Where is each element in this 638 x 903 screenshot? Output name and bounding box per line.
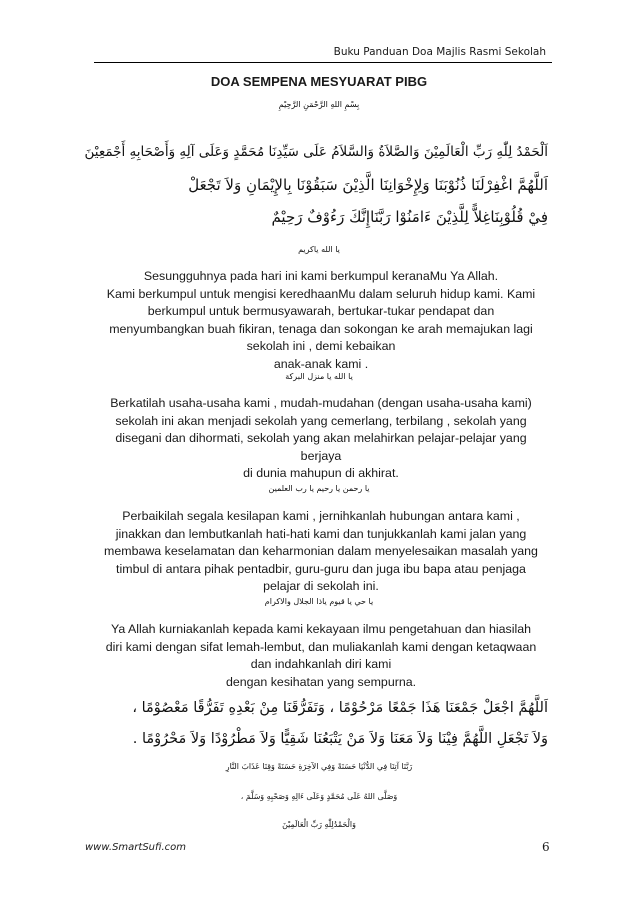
paragraph-line: Ya Allah kurniakanlah kepada kami kekayaan ilmu pengetahuan dan hiasilah: [111, 622, 531, 636]
paragraph-line: sekolah ini akan menjadi sekolah yang cemerlang, terbilang , sekolah yang: [115, 413, 527, 428]
opening-prayer-line-2: اَللَّهُمَّ اغْفِرْلَنَا ذُنُوْبَنَا وَلِإِخْوَانِنَا الَّذِيْنَ سَبَقُوْنَا بِالإِيْمَانِ وَلاَ تَجْعَلْ: [188, 176, 548, 194]
paragraph-line: timbul di antara pihak pentadbir, guru-guru dan juga ibu bapa atau penjaga: [116, 561, 526, 576]
section-1-invocation: يا الله ياكريم: [298, 245, 340, 254]
section-1-paragraph: [80, 268, 562, 374]
paragraph-line: diri kami dengan sifat lemah-lembut, dan muliakanlah kami dengan ketaqwaan: [105, 639, 537, 654]
bismillah: بِسْمِ اللهِ الرَّحْمَنِ الرَّحِيْمِ: [278, 100, 360, 109]
paragraph-line: Perbaikilah segala kesilapan kami , jernihkanlah hubungan antara kami ,: [122, 509, 520, 523]
closing-prayer-line-5: وَالْحَمْدُلِلّٰهِ رَبِّ الْعَالَمِيْنَ: [282, 820, 356, 829]
closing-prayer-line-2: وَلاَ تَجْعَلِ اللَّهُمَّ فِيْنَا وَلاَ مَعَنَا وَلاَ مَنْ يَتْبَعُنَا شَقِيًّا وَلاَ مَطْرُوْدًا وَلاَ مَحْرُوْمًا .: [132, 731, 548, 747]
paragraph-line: disegani dan dihormati, sekolah yang akan melahirkan pelajar-pelajar yang: [115, 431, 527, 446]
paragraph-line: Kami berkumpul untuk mengisi keredhaanMu dalam seluruh hidup kami. Kami: [106, 286, 536, 301]
header-text: Buku Panduan Doa Majlis Rasmi Sekolah: [333, 46, 546, 58]
closing-prayer-line-1: اَللَّهُمَّ اجْعَلْ جَمْعَنَا هَذَا جَمْعًا مَرْحُوْمًا ، وَتَفَرُّقَنَا مِنْ بَعْدِهِ تَفَرُّقًا مَعْصُوْمًا ،: [132, 700, 548, 716]
paragraph-line: berkumpul untuk bermusyawarah, bertukar-tukar pendapat dan: [147, 304, 495, 319]
paragraph-line: dengan kesihatan yang sempurna.: [225, 674, 417, 689]
paragraph-line: membawa keselamatan dan keharmonian dalam menyelesaikan masalah yang: [104, 544, 538, 559]
footer-website: www.SmartSufi.com: [85, 842, 187, 853]
paragraph-line: menyumbangkan buah fikiran, tenaga dan sokongan ke arah memajukan lagi: [109, 321, 533, 336]
closing-prayer-line-3: رَبَّنَا آتِنَا فِي الدُّنْيَا حَسَنَةً وَفِي الآخِرَةِ حَسَنَةً وَقِنَا عَذَابَ النَّارِ: [225, 762, 413, 771]
paragraph-line: anak-anak kami .: [273, 356, 369, 371]
closing-prayer-line-4: وَصَلَّى اللهُ عَلَى مُحَمَّدٍ وَعَلَى ءَالِهِ وَصَحْبِهِ وَسَلَّمَ ،: [240, 792, 398, 801]
paragraph-line: pelajar di sekolah ini.: [263, 579, 379, 594]
paragraph-line: dan indahkanlah diri kami: [250, 657, 392, 672]
opening-prayer-line-1: اَلْحَمْدُ لِلّٰهِ رَبِّ الْعَالَمِيْنَ وَالصَّلاَةُ وَالسَّلاَمُ عَلَى سَيِّدِنَا مُحَمَّدٍ وَعَلَى آلِهِ وَأَصْحَابِهِ أَجْمَعِيْنَ: [84, 144, 548, 160]
paragraph-line: Sesungguhnya pada hari ini kami berkumpul keranaMu Ya Allah.: [143, 269, 499, 283]
opening-prayer-line-3: فِيْ قُلُوْبِنَاغِلاًّ لِلَّذِيْنَ ءَامَنُوْا رَبَّنَاإِنَّكَ رَءُوْفٌ رَحِيْمٌ: [271, 208, 548, 226]
page-title: DOA SEMPENA MESYUARAT PIBG: [210, 74, 428, 89]
section-3-invocation: يا رحمن يا رحيم يا رب العلمين: [268, 484, 370, 493]
section-2-paragraph: [80, 395, 562, 483]
paragraph-line: Berkatilah usaha-usaha kami , mudah-mudahan (dengan usaha-usaha kami): [110, 396, 532, 410]
page-header: [94, 44, 552, 63]
page-number: 6: [542, 840, 550, 854]
paragraph-line: jinakkan dan lembutkanlah hati-hati kami dan tunjukkanlah kami jalan yang: [115, 526, 527, 541]
section-4-paragraph: [80, 621, 562, 691]
section-3-paragraph: [80, 508, 562, 596]
section-4-invocation: يا حي يا قيوم ياذا الجلال والاكرام: [264, 597, 374, 606]
paragraph-line: sekolah ini , demi kebaikan: [246, 339, 396, 354]
paragraph-line: di dunia mahupun di akhirat.: [243, 466, 399, 481]
paragraph-line: berjaya: [300, 448, 342, 463]
section-2-invocation: يا الله يا منزل البركة: [285, 372, 353, 381]
